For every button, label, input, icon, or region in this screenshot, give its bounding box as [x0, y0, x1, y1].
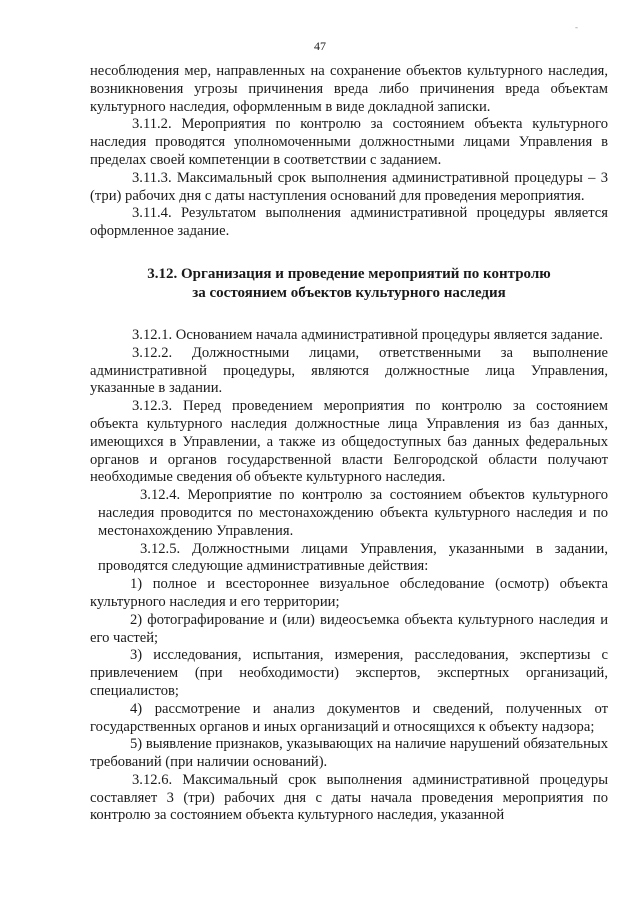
list-item-4: 4) рассмотрение и анализ документов и сведений, полученных от государственных органов и иных организаций и относящихся к объекту надзора;: [90, 700, 608, 735]
paragraph-3-12-1: 3.12.1. Основанием начала административной процедуры является задание.: [132, 326, 603, 343]
paragraph: несоблюдения мер, направленных на сохранение объектов культурного наследия, возникновения угрозы причинения вреда либо причинения вреда объектам культурного наследия, оформленным в виде докладной записки.: [90, 63, 608, 115]
paragraph-3-11-4: 3.11.4. Результатом выполнения административной процедуры является оформленное задание.: [90, 205, 608, 240]
paragraph-3-11-2: 3.11.2. Мероприятия по контролю за состоянием объекта культурного наследия проводятся уполномоченными должностными лицами Управления в пределах своей компетенции в соответствии с заданием.: [90, 116, 608, 168]
page-body: [90, 63, 608, 825]
heading-line-2: за состоянием объектов культурного наследия: [192, 284, 506, 301]
list-item-1: 1) полное и всестороннее визуальное обследование (осмотр) объекта культурного наследия и его территории;: [90, 576, 608, 610]
list-item-5: 5) выявление признаков, указывающих на наличие нарушений обязательных требований (при наличии оснований).: [90, 736, 608, 771]
page-number: 47: [314, 39, 326, 53]
paragraph-3-12-3: 3.12.3. Перед проведением мероприятия по контролю за состоянием объекта культурного наследия должностные лица Управления из баз данных, имеющихся в Управлении, а также из общедоступных баз данных федеральных органов и органов государственной власти Белгородской области получают необходимые сведения об объекте культурного наследия.: [90, 398, 608, 486]
list-item-2: 2) фотографирование и (или) видеосъемка объекта культурного наследия и его частей;: [90, 611, 608, 646]
paragraph-3-12-5: 3.12.5. Должностными лицами Управления, указанными в задании, проводятся следующие административные действия:: [98, 540, 608, 575]
paragraph-3-12-6: 3.12.6. Максимальный срок выполнения административной процедуры составляет 3 (три) рабочих дня с даты начала проведения мероприятия по контролю за состоянием объекта культурного наследия, указанной: [90, 771, 608, 824]
section-heading-3-12: [90, 265, 608, 303]
paragraph-3-11-3: 3.11.3. Максимальный срок выполнения административной процедуры – 3 (три) рабочих дня с даты наступления оснований для проведения мероприятия.: [90, 169, 608, 204]
corner-mark: -: [575, 22, 578, 32]
list-item-3: 3) исследования, испытания, измерения, расследования, экспертизы с привлечением (при необходимости) экспертов, экспертных организаций, специалистов;: [90, 647, 608, 699]
paragraph-3-12-2: 3.12.2. Должностными лицами, ответственными за выполнение административной процедуры, являются должностные лица Управления, указанные в задании.: [90, 344, 608, 397]
paragraph-3-12-4: 3.12.4. Мероприятие по контролю за состоянием объектов культурного наследия проводится по местонахождению объекта культурного наследия и по местонахождению Управления.: [98, 487, 608, 539]
heading-line-1: 3.12. Организация и проведение мероприятий по контролю: [147, 265, 551, 282]
